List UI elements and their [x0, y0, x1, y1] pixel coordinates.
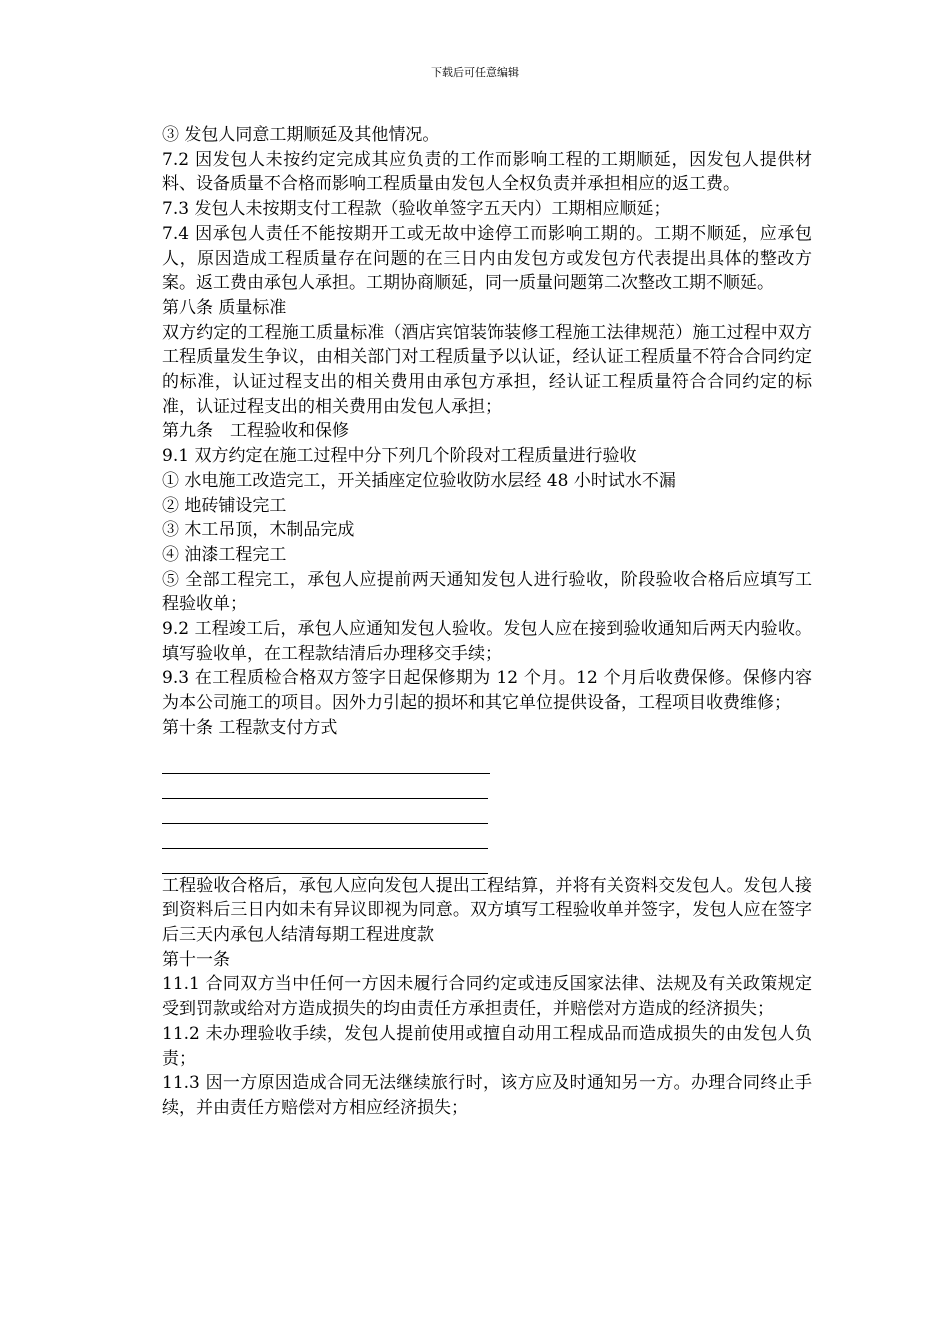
- paragraph: 11.1 合同双方当中任何一方因未履行合同约定或违反国家法律、法规及有关政策规定受到罚款或给对方造成损失的均由责任方承担责任，并赔偿对方造成的经济损失；: [162, 974, 812, 1020]
- list-item: ② 地砖铺设完工: [162, 495, 287, 516]
- section-heading: 第十条 工程款支付方式: [162, 717, 338, 738]
- paragraph: 7.3 发包人未按期支付工程款（验收单签字五天内）工期相应顺延；: [162, 199, 671, 220]
- section-heading: 第九条 工程验收和保修: [162, 421, 349, 442]
- list-item: ① 水电施工改造完工，开关插座定位验收防水层经 48 小时试水不漏: [162, 470, 676, 491]
- section-heading: 第十一条: [162, 949, 230, 970]
- blank-line: [162, 749, 490, 774]
- section-heading: 第八条 质量标准: [162, 297, 287, 318]
- document-body: [162, 123, 812, 1121]
- paragraph: 双方约定的工程施工质量标准（酒店宾馆装饰装修工程施工法律规范）施工过程中双方工程质量发生争议，由相关部门对工程质量予以认证，经认证工程质量不符合合同约定的标准，认证过程支出的相关费用由承包方承担，经认证工程质量符合合同约定的标准，认证过程支出的相关费用由发包人承担；: [162, 322, 812, 417]
- blank-line: [162, 824, 488, 849]
- blank-line: [162, 774, 488, 799]
- paragraph: 7.4 因承包人责任不能按期开工或无故中途停工而影响工期的。工期不顺延，应承包人，原因造成工程质量存在问题的在三日内由发包方或发包方代表提出具体的整改方案。返工费由承包人承担。工期协商顺延，同一质量问题第二次整改工期不顺延。: [162, 223, 812, 294]
- paragraph: 11.2 未办理验收手续，发包人提前使用或擅自动用工程成品而造成损失的由发包人负责；: [162, 1023, 812, 1069]
- paragraph: ③ 发包人同意工期顺延及其他情况。: [162, 125, 440, 145]
- paragraph: 9.2 工程竣工后，承包人应通知发包人验收。发包人应在接到验收通知后两天内验收。填写验收单，在工程款结清后办理移交手续；: [162, 619, 812, 664]
- blank-fill-lines: [162, 749, 812, 874]
- blank-line: [162, 849, 488, 874]
- paragraph: 11.3 因一方原因造成合同无法继续旅行时，该方应及时通知另一方。办理合同终止手续，并由责任方赔偿对方相应经济损失；: [162, 1073, 812, 1118]
- blank-line: [162, 799, 488, 824]
- paragraph: 9.3 在工程质检合格双方签字日起保修期为 12 个月。12 个月后收费保修。保修内容为本公司施工的项目。因外力引起的损坏和其它单位提供设备，工程项目收费维修；: [162, 668, 812, 714]
- list-item: ④ 油漆工程完工: [162, 544, 287, 565]
- paragraph: 9.1 双方约定在施工过程中分下列几个阶段对工程质量进行验收: [162, 446, 637, 467]
- paragraph: 工程验收合格后，承包人应向发包人提出工程结算，并将有关资料交发包人。发包人接到资料后三日内如未有异议即视为同意。双方填写工程验收单并签字，发包人应在签字后三天内承包人结清每期工程进度款: [162, 875, 812, 945]
- list-item: ③ 木工吊顶，木制品完成: [162, 520, 355, 541]
- page-header: 下载后可任意编辑: [431, 66, 519, 79]
- paragraph: 7.2 因发包人未按约定完成其应负责的工作而影响工程的工期顺延，因发包人提供材料、设备质量不合格而影响工程质量由发包人全权负责并承担相应的返工费。: [162, 149, 812, 195]
- list-item: ⑤ 全部工程完工，承包人应提前两天通知发包人进行验收，阶段验收合格后应填写工程验收单；: [162, 569, 812, 615]
